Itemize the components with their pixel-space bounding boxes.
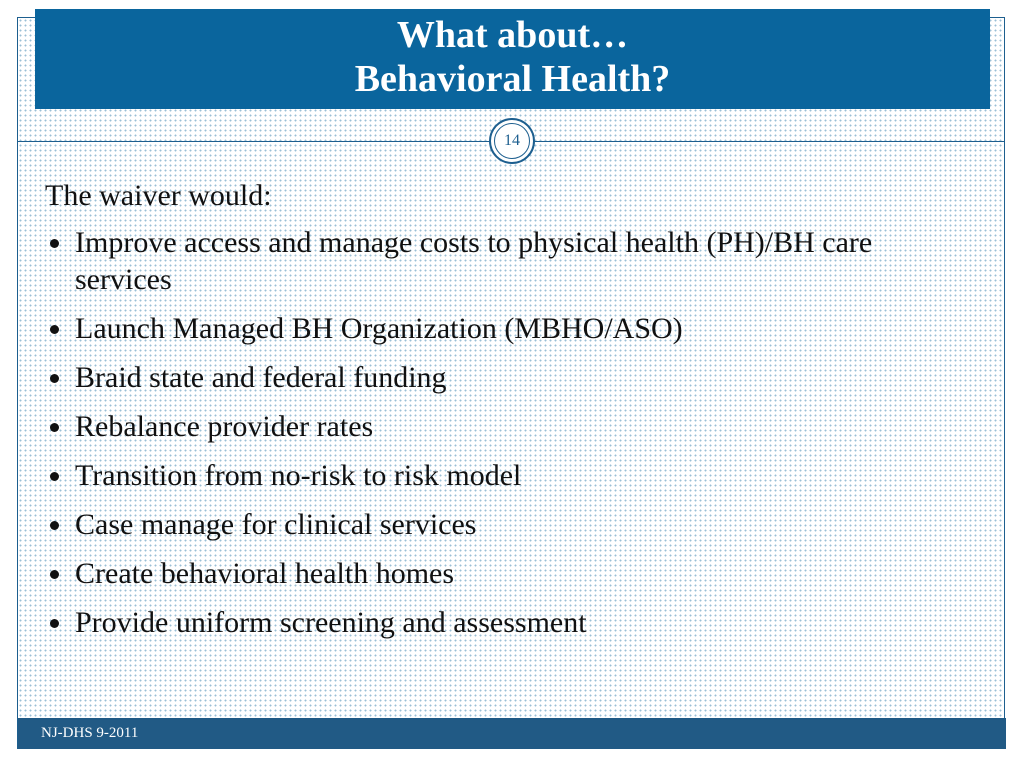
footer-text: NJ-DHS 9-2011 — [41, 725, 139, 741]
intro-text: The waiver would: — [45, 179, 272, 212]
bullet-list — [45, 224, 945, 641]
title-line-2: Behavioral Health? — [354, 58, 671, 100]
bullet-text: Rebalance provider rates — [75, 410, 374, 443]
bullet-item — [45, 408, 945, 445]
bullet-item — [45, 224, 945, 298]
bullet-item — [45, 506, 945, 543]
bullet-dot-icon — [50, 239, 59, 248]
bullet-item — [45, 457, 945, 494]
bullet-dot-icon — [50, 619, 59, 628]
bullet-dot-icon — [50, 521, 59, 530]
title-bar — [35, 9, 990, 109]
bullet-text: Case manage for clinical services — [75, 508, 477, 541]
bullet-text: Launch Managed BH Organization (MBHO/ASO) — [75, 312, 683, 345]
bullet-dot-icon — [50, 570, 59, 579]
footer-bar — [18, 718, 1006, 749]
title-line-1: What about… — [396, 14, 629, 56]
slide-number-badge — [489, 118, 535, 164]
bullet-dot-icon — [50, 423, 59, 432]
bullet-dot-icon — [50, 374, 59, 383]
bullet-item — [45, 359, 945, 396]
slide-number: 14 — [494, 123, 530, 159]
bullet-text: Create behavioral health homes — [75, 557, 455, 590]
bullet-text: Provide uniform screening and assessment — [75, 606, 587, 639]
bullet-text: Improve access and manage costs to physical health (PH)/BH care services — [75, 226, 873, 296]
slide-content — [45, 177, 945, 653]
bullet-item — [45, 604, 945, 641]
bullet-dot-icon — [50, 325, 59, 334]
bullet-dot-icon — [50, 472, 59, 481]
bullet-text: Transition from no-risk to risk model — [75, 459, 522, 492]
bullet-item — [45, 555, 945, 592]
bullet-text: Braid state and federal funding — [75, 361, 447, 394]
bullet-item — [45, 310, 945, 347]
